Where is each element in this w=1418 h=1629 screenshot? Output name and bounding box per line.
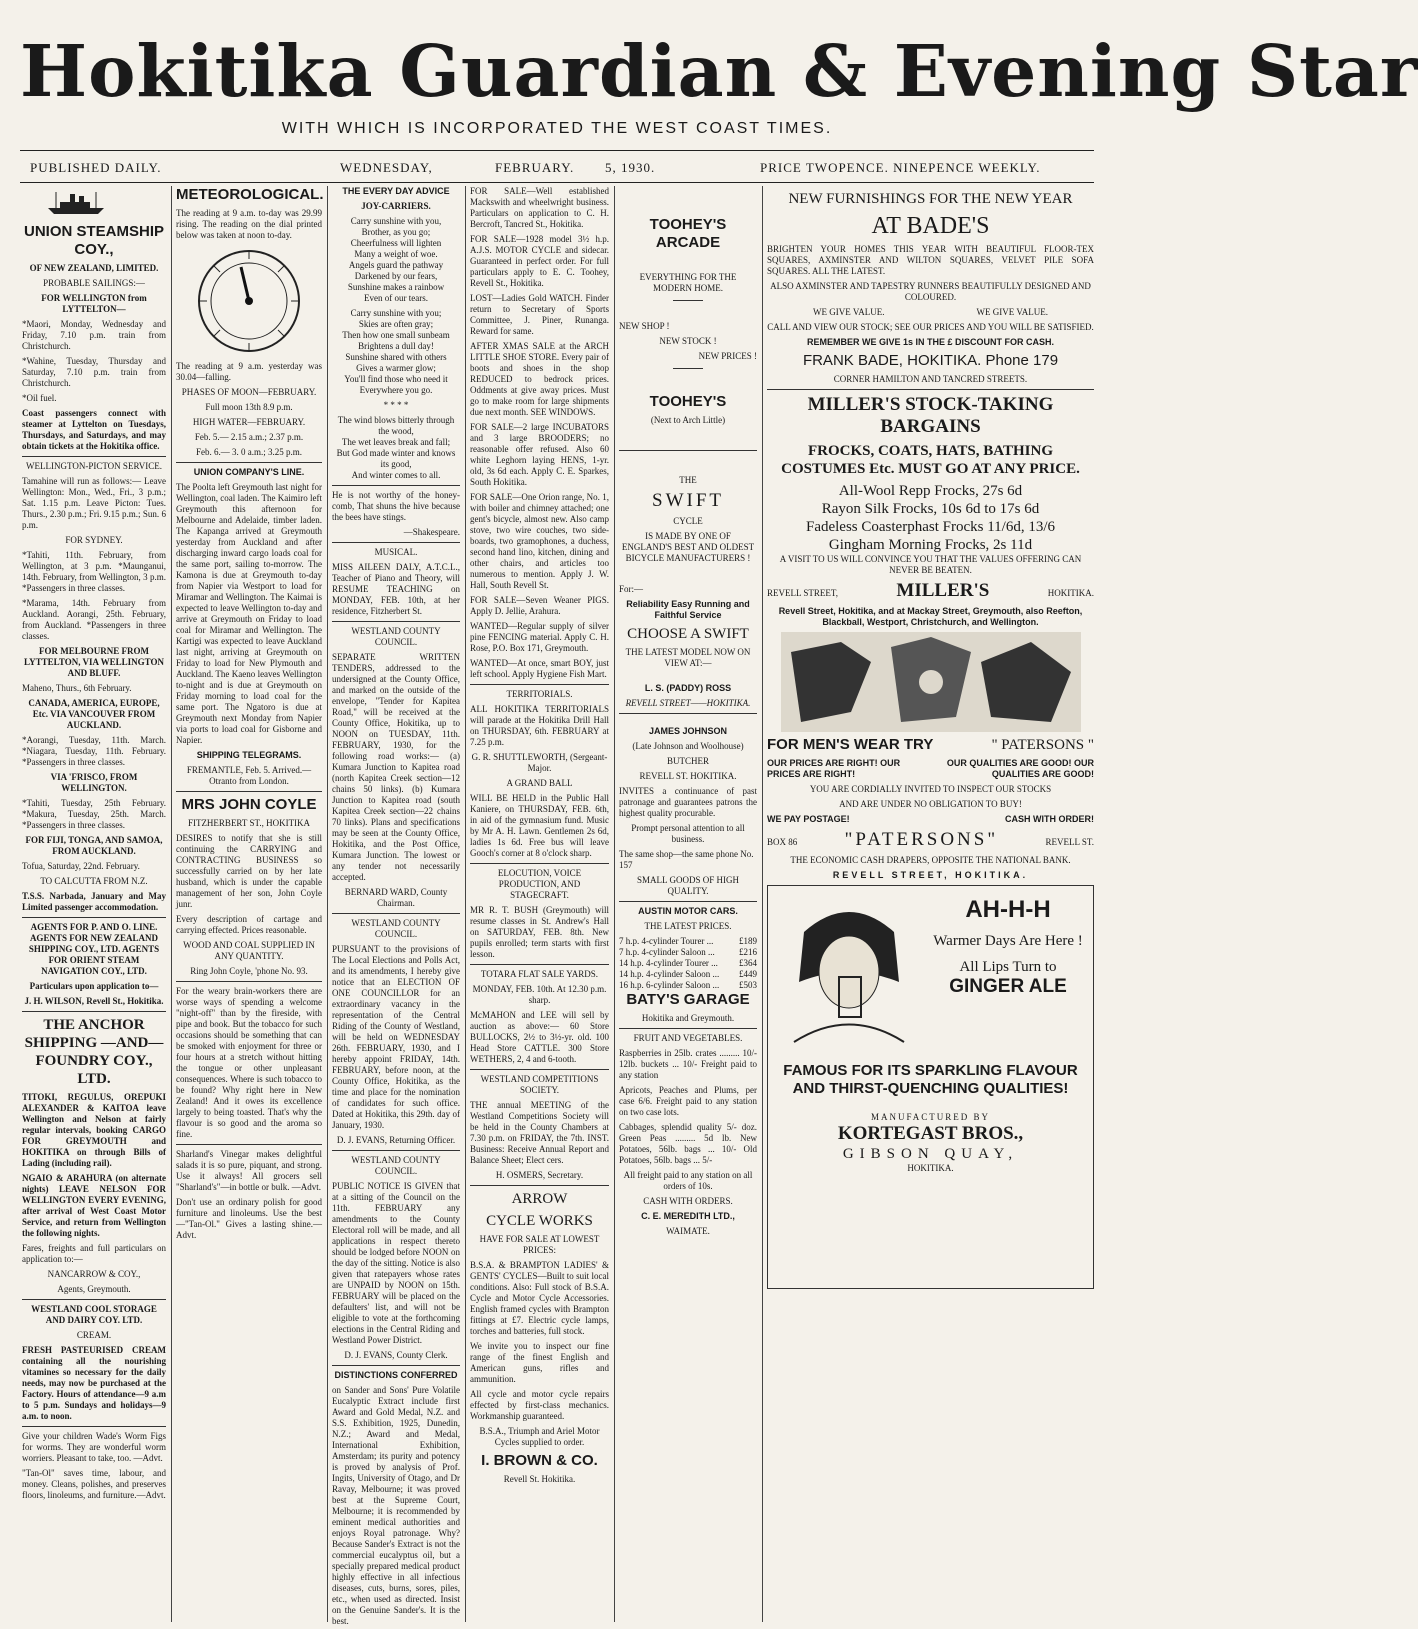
- competitions-sign: H. OSMERS, Secretary.: [495, 1170, 584, 1180]
- coolstore-name: WESTLAND COOL STORAGE AND DAIRY COY. LTD.: [31, 1304, 157, 1325]
- ball-head: A GRAND BALL: [506, 778, 573, 788]
- car-price-row: [619, 969, 757, 980]
- cash-orders: CASH WITH ORDERS.: [643, 1196, 733, 1206]
- poem-line: Then how one small sunbeam: [342, 330, 450, 340]
- meteorological-head: METEOROLOGICAL.: [176, 186, 324, 203]
- elocution-head: ELOCUTION, VOICE PRODUCTION, AND STAGECRAFT.: [497, 868, 582, 900]
- steamship-icon: [46, 190, 106, 216]
- ngaio-ad: NGAIO & ARAHURA (on alternate nights) LEAVE NELSON FOR WELLINGTON EVERY EVENING, after arrival of West Coast Motor Service, and return from Wellington the following nights.: [22, 1173, 166, 1238]
- bade-headline: NEW FURNISHINGS FOR THE NEW YEAR: [788, 191, 1073, 207]
- dateline-price: PRICE TWOPENCE. NINEPENCE WEEKLY.: [760, 160, 1041, 175]
- territorials-sign: G. R. SHUTTLEWORTH, (Sergeant-Major.: [471, 752, 608, 773]
- coyle-head: MRS JOHN COYLE: [181, 796, 317, 813]
- divider: [470, 863, 609, 864]
- header-rule-bottom: [20, 182, 1094, 183]
- column-rule: [465, 186, 466, 1622]
- advice-head: THE EVERY DAY ADVICE: [342, 186, 450, 196]
- picton-body: Tamahine will run as follows:— Leave Wellington: Mon., Wed., Fri., 3 p.m.; Sat. 1.15 p.m. Leave Picton: Tues. Thurs., 2.30 p.m.; Fri. 9.15 p.m.; Sun. 6 p.m.: [22, 476, 166, 530]
- coyle-body-2: Every description of cartage and carrying effected. Prices reasonable.: [176, 914, 322, 935]
- arcade-sub: EVERYTHING FOR THE MODERN HOME.: [639, 272, 737, 293]
- brown-name: I. BROWN & CO.: [481, 1452, 598, 1469]
- council-2-head: WESTLAND COUNTY COUNCIL.: [351, 918, 441, 939]
- melbourne-head: FOR MELBOURNE FROM LYTTELTON, VIA WELLINGTON AND BLUFF.: [24, 646, 164, 678]
- patersons-row: [767, 736, 1094, 754]
- miller-name: MILLER'S: [896, 580, 990, 601]
- garage-name: BATY'S GARAGE: [626, 991, 750, 1008]
- sharland-ad: Sharland's Vinegar makes delightful salads it is so pure, piquant, and strong. Use it always! All grocers sell "Sharland's"—in bottle or bulk. —Advt.: [176, 1149, 322, 1192]
- coyle-sub: FITZHERBERT ST., HOKITIKA: [187, 818, 311, 828]
- poem-line: And winter comes to all.: [351, 470, 441, 480]
- union-line-head: UNION COMPANY'S LINE.: [193, 467, 305, 477]
- car-price-row: [619, 980, 757, 991]
- bade-value-2: WE GIVE VALUE.: [976, 307, 1048, 317]
- car-price: £449: [739, 969, 757, 979]
- sale-range: FOR SALE—One Orion range, No. 1, with boiler and chimney attached; one gent's bicycle, almost new. Also camp stove, two wire couches, two side-boards, two gramophones, a duchess, second hand lino, kitchen, dining and other chairs, and articles too numerous to mention. Apply J. W. Hall, South Revell St.: [470, 492, 609, 590]
- maori-sailing: *Maori, Monday, Wednesday and Friday, 7.10 p.m. train from Christchurch.: [22, 319, 166, 351]
- divider: [332, 913, 460, 914]
- poem-line: Sunshine shared with others: [345, 352, 447, 362]
- canada-body: *Aorangi, Tuesday, 11th. March. *Niagara, Tuesday, 11th. February. *Passengers in three classes.: [22, 735, 166, 767]
- ginger-ale-lips: All Lips Turn to: [959, 959, 1057, 975]
- particulars: Particulars upon application to—: [29, 981, 159, 991]
- poem-line: Many a weight of woe.: [354, 249, 438, 259]
- sale-business: FOR SALE—Well established Mackswith and wheelwright business. Particulars on application to C. H. Bercroft, Tancred St., Hokitika.: [470, 186, 609, 229]
- arcade-title: TOOHEY'S ARCADE: [649, 216, 727, 251]
- arrow-body-4: B.S.A., Triumph and Ariel Motor Cycles supplied to order.: [479, 1426, 600, 1447]
- nancarrow-sub: Agents, Greymouth.: [57, 1284, 131, 1294]
- meredith-name: C. E. MEREDITH LTD.,: [641, 1211, 735, 1221]
- wellington-head: FOR WELLINGTON from LYTTELTON—: [41, 293, 147, 314]
- oil-fuel-note: *Oil fuel.: [22, 393, 57, 403]
- arrow-sub: HAVE FOR SALE AT LOWEST PRICES:: [479, 1234, 600, 1255]
- patersons-claims: [767, 758, 1094, 780]
- shipping-telegrams-body: FREMANTLE, Feb. 5. Arrived.—Otranto from London.: [186, 765, 312, 786]
- ginger-ale-copy: [928, 896, 1088, 998]
- dateline: [30, 160, 1090, 180]
- xmas-sale: AFTER XMAS SALE at the ARCH LITTLE SHOE STORE. Every pair of boots and shoes in the shop REDUCED to bedrock prices. Oddments at give away prices. Must go to make room for large shipments due next month. SEE WINDOWS.: [470, 341, 609, 417]
- divider: [332, 1365, 460, 1366]
- picton-head: WELLINGTON-PICTON SERVICE.: [26, 461, 162, 471]
- fiji-body: Tofua, Saturday, 22nd. February.: [22, 861, 140, 871]
- divider: [673, 300, 703, 301]
- stars-divider: * * * *: [383, 400, 409, 410]
- ross-name: L. S. (PADDY) ROSS: [644, 683, 732, 693]
- poem-line: Angels guard the pathway: [348, 260, 444, 270]
- poem-line: Skies are often gray;: [358, 319, 434, 329]
- marama-body: *Marama, 14th. February from Auckland. Aorangi, 25th. February, from Auckland. *Passengers in three classes.: [22, 598, 166, 641]
- patersons-right: OUR PRICES ARE RIGHT! OUR PRICES ARE RIGHT!: [767, 758, 901, 779]
- probable-sailings: PROBABLE SAILINGS:—: [43, 278, 145, 288]
- johnson-body: INVITES a continuance of past patronage and guarantees patrons the highest quality procurable.: [619, 786, 757, 818]
- bade-body-2: ALSO AXMINSTER AND TAPESTRY RUNNERS BEAUTIFULLY DESIGNED AND COLOURED.: [770, 281, 1091, 302]
- tenders-body: SEPARATE WRITTEN TENDERS, addressed to the undersigned at the County Office, and marked on the outside of the envelope, "Tender for Kapitea Road," will be received at the County Office, Hokitika, up to NOON on TUESDAY, 11th. FEBRUARY, 1930, for the following road works:— (a) Kumara Junction to Kapitea road (north Kapitea Creek section—12 chains 50 links). (b) Kumara Junction to Kapitea road (south Kapitea Creek section—22 chains 70 links). Plans and specifications may be seen at the County Office, Hokitika, and the Post Office, Kumara Junction. The lowest or any tender not necessarily accepted.: [332, 652, 460, 882]
- swift-for: For:—: [619, 584, 644, 594]
- divider: [332, 621, 460, 622]
- poem-stanza-1: [332, 216, 460, 304]
- bade-value-1: WE GIVE VALUE.: [813, 307, 885, 317]
- dateline-day-year: 5, 1930.: [605, 160, 656, 175]
- bade-corner: CORNER HAMILTON AND TANCRED STREETS.: [833, 374, 1028, 384]
- patersons-postage: WE PAY POSTAGE!: [767, 814, 850, 824]
- council-head: WESTLAND COUNTY COUNCIL.: [351, 626, 441, 647]
- cream-body: FRESH PASTEURISED CREAM containing all the nourishing vitamines so necessary for the daily needs, may now be purchased at the Factory. Hours of attendance—9 a.m to 5 p.m. Sundays and holidays—9 a.m. to noon.: [22, 1345, 166, 1421]
- poem-line: Brother, as you go;: [361, 227, 431, 237]
- water-head: HIGH WATER—FEBRUARY.: [192, 417, 306, 427]
- arrow-body: B.S.A. & BRAMPTON LADIES' & GENTS' CYCLES—Built to suit local conditions. Also: Full stock of B.S.A. Cycle and Motor Cycle Accessories. English framed cycles with Brampton fittings at £7. Electric cycle lamps, torches and batteries, full stock.: [470, 1260, 609, 1336]
- totara-head: TOTARA FLAT SALE YARDS.: [480, 969, 599, 979]
- ginger-ale-ad: [767, 885, 1094, 1289]
- tobacco-article: For the weary brain-workers there are worse ways of spending a welcome "night-off" than by the fireside, with pipe and book. But the tobacco for such occasions should be something that can be smoked with enjoyment for three or four hours at a stretch without hitting the tongue or other unpleasant consequences. Where is such tobacco to be found? Why right here in New Zealand! And it owes its excellence largely to being toasted. That's why the flavour is so good and the aroma so fine.: [176, 986, 322, 1139]
- fruit-body-2: Apricots, Peaches and Plums, per case 6/6. Freight paid to any station on two case lots.: [619, 1085, 757, 1117]
- barometer-dial: [193, 245, 305, 357]
- notice-sign: D. J. EVANS, County Clerk.: [344, 1350, 448, 1360]
- territorials-head: TERRITORIALS.: [506, 689, 573, 699]
- meredith-town: WAIMATE.: [666, 1226, 710, 1236]
- poem-line: But God made winter and knows its good,: [336, 448, 456, 469]
- poem-stanza-2: [332, 308, 460, 396]
- column-meteorological: [176, 186, 322, 1622]
- miller-offer: Rayon Silk Frocks, 10s 6d to 17s 6d: [821, 501, 1040, 517]
- dateline-published: PUBLISHED DAILY.: [30, 160, 162, 175]
- miller-frocks: FROCKS, COATS, HATS, BATHING COSTUMES Etc. MUST GO AT ANY PRICE.: [781, 443, 1080, 477]
- divider: [673, 368, 703, 369]
- divider: [619, 713, 757, 714]
- car-price: £364: [739, 958, 757, 968]
- patersons-mens: FOR MEN'S WEAR TRY: [767, 736, 934, 753]
- column-classifieds: [470, 186, 609, 1622]
- council-3-head: WESTLAND COUNTY COUNCIL.: [351, 1155, 441, 1176]
- miller-hokitika: HOKITIKA.: [1047, 588, 1094, 598]
- ginger-ale-ahhh: AH-H-H: [965, 896, 1051, 923]
- toohey-title: TOOHEY'S: [649, 393, 727, 410]
- patersons-postage-row: [767, 814, 1094, 825]
- car-model: 7 h.p. 4-cylinder Saloon ...: [619, 947, 715, 957]
- fruit-body-4: All freight paid to any station on all orders of 10s.: [623, 1170, 753, 1191]
- miller-offer: Gingham Morning Frocks, 2s 11d: [828, 537, 1033, 553]
- woman-drinking-illustration: [774, 892, 924, 1052]
- ginger-ale-warmer: Warmer Days Are Here !: [933, 933, 1083, 949]
- car-price: £503: [739, 980, 757, 990]
- choose-body: THE LATEST MODEL NOW ON VIEW AT:—: [625, 647, 751, 668]
- divider: [470, 964, 609, 965]
- swift-the: THE: [679, 475, 697, 485]
- car-price-list: [619, 936, 757, 991]
- bade-discount: REMEMBER WE GIVE 1s IN THE £ DISCOUNT FOR CASH.: [806, 337, 1055, 347]
- poem-line: The wet leaves break and fall;: [341, 437, 451, 447]
- varnish-ad: Don't use an ordinary polish for good furniture and linoleums. Use the best —"Tan-Ol." Gives a lasting shine.—Advt.: [176, 1197, 322, 1240]
- patersons-big: "PATERSONS": [844, 829, 999, 850]
- sydney-head: FOR SYDNEY.: [65, 535, 123, 545]
- poem-line: Carry sunshine with you,: [350, 216, 442, 226]
- competitions-head: WESTLAND COMPETITIONS SOCIETY.: [480, 1074, 599, 1095]
- wood-head: WOOD AND COAL SUPPLIED IN ANY QUANTITY.: [183, 940, 315, 961]
- divider: [22, 456, 166, 457]
- johnson-body-2: Prompt personal attention to all business.: [631, 823, 745, 844]
- divider: [332, 485, 460, 486]
- arrow-body-3: All cycle and motor cycle repairs effected by first-class mechanics. Workmanship guaranteed.: [470, 1389, 609, 1421]
- anchor-company: THE ANCHOR SHIPPING —AND— FOUNDRY COY., LTD.: [24, 1017, 164, 1087]
- poem-stanza-3: [332, 415, 460, 481]
- kortegast-gibson: GIBSON QUAY,: [842, 1146, 1019, 1162]
- column-rule: [171, 186, 172, 1622]
- agents-list: AGENTS FOR P. AND O. LINE. AGENTS FOR NEW ZEALAND SHIPPING COY., LTD. AGENTS FOR ORIENT STEAM NAVIGATION COY., LTD.: [28, 922, 160, 976]
- miller-headline: MILLER'S STOCK-TAKING BARGAINS: [807, 394, 1054, 437]
- poem-line: Even of our tears.: [364, 293, 428, 303]
- divider: [470, 1185, 609, 1186]
- johnson-body-3: The same shop—the same phone No. 157: [619, 849, 754, 870]
- swift-cycle: CYCLE: [673, 516, 703, 526]
- car-model: 16 h.p. 6-cylinder Saloon ...: [619, 980, 720, 990]
- coast-passengers: Coast passengers connect with steamer at Lyttelton on Tuesdays, Thursdays, and Saturdays, and may obtain tickets at the Hokitika office.: [22, 408, 166, 451]
- divider: [22, 1426, 166, 1427]
- divider: [470, 1069, 609, 1070]
- titoki-ad: TITOKI, REGULUS, OREPUKI ALEXANDER & KAITOA leave Wellington and Nelson at fairly regular intervals, booking CARGO FOR GREYMOUTH and HOKITIKA on through Bills of Lading (including rail).: [22, 1092, 166, 1168]
- patersons-cash-drapers: THE ECONOMIC CASH DRAPERS, OPPOSITE THE NATIONAL BANK.: [790, 855, 1071, 865]
- territorials-body: ALL HOKITIKA TERRITORIALS will parade at the Hokitika Drill Hall on THURSDAY, 6th. FEBRUARY at 7.25 p.m.: [470, 704, 609, 747]
- car-price-row: [619, 947, 757, 958]
- sale-motorcycle: FOR SALE—1928 model 3½ h.p. A.J.S. MOTOR CYCLE and sidecar. Guaranteed in perfect order. For full particulars apply to E. C. Toohey, Revell St., Hokitika.: [470, 234, 609, 288]
- patersons-invite: YOU ARE CORDIALLY INVITED TO INSPECT OUR STOCKS: [809, 784, 1052, 794]
- dateline-month: FEBRUARY.: [495, 160, 575, 175]
- divider: [332, 1150, 460, 1151]
- latest-prices: THE LATEST PRICES.: [644, 921, 732, 931]
- ross-address: REVELL STREET——HOKITIKA.: [625, 698, 751, 708]
- small-goods: SMALL GOODS OF HIGH QUALITY.: [637, 875, 739, 896]
- quote-text: He is not worthy of the honey-comb, That shuns the hive because the bees have stings.: [332, 490, 460, 522]
- sale-incubators: FOR SALE—2 large INCUBATORS and 3 large BROODERS; no reasonable offer refused. Also 60 white Leghorn laying HENS, 1-yr. old, 3s 6d each. Apply C. E. Sparkes, South Hokitika.: [470, 422, 609, 487]
- sale-pigs: FOR SALE—Seven Weaner PIGS. Apply D. Jellie, Arahura.: [470, 595, 609, 616]
- fruit-body: Raspberries in 25lb. crates ......... 10/- 12lb. buckets ... 10/- Freight paid to any station: [619, 1048, 757, 1080]
- poem-line: Brightens a dull day!: [358, 341, 434, 351]
- notice-body: PUBLIC NOTICE IS GIVEN that at a sitting of the Council on the 11th. FEBRUARY any amendments to the County Electoral roll will be made, and all applications in respect thereto should be lodged before NOON on the day of the sitting. Notice is also given that ratepayers whose rates are UNPAID by NOON on 15th. FEBRUARY will be placed on the defaulters' list, and will not be eligible to vote at the forthcoming elections in the Central Riding and Westland Power District.: [332, 1181, 460, 1345]
- union-company-name: UNION STEAMSHIP COY.,: [23, 223, 164, 258]
- musical-body: MISS AILEEN DALY, A.T.C.L., Teacher of Piano and Theory, will RESUME TEACHING on MONDAY, FEB. 10th, at her residence, Fitzherbert St.: [332, 562, 460, 616]
- fares-note: Fares, freights and full particulars on application to:—: [22, 1243, 166, 1264]
- car-price: £189: [739, 936, 757, 946]
- bade-name: FRANK BADE, HOKITIKA. Phone 179: [802, 352, 1059, 369]
- column-rule: [614, 186, 615, 1622]
- wood-body: Ring John Coyle, 'phone No. 93.: [190, 966, 308, 976]
- miller-visit: A VISIT TO US WILL CONVINCE YOU THAT THE VALUES OFFERING CAN NEVER BE BEATEN.: [779, 554, 1082, 575]
- patersons-good: OUR QUALITIES ARE GOOD! OUR QUALITIES ARE GOOD!: [946, 758, 1094, 779]
- johnson-butcher: BUTCHER: [666, 756, 709, 766]
- melbourne-body: Maheno, Thurs., 6th February.: [22, 683, 132, 693]
- moon-row: Full moon 13th 8.9 p.m.: [205, 402, 293, 412]
- patersons-street: REVELL STREET, HOKITIKA.: [832, 870, 1029, 880]
- divider: [176, 1144, 322, 1145]
- patersons-cash: CASH WITH ORDER!: [1005, 814, 1094, 824]
- meteorological-body: The reading at 9 a.m. to-day was 29.99 rising. The reading on the dial printed below was taken at noon to-day.: [176, 208, 322, 240]
- lost-watch: LOST—Ladies Gold WATCH. Finder return to Secretary of Sports Committee, J. Piner, Runanga. Reward for same.: [470, 293, 609, 336]
- miller-offer: All-Wool Repp Frocks, 27s 6d: [838, 483, 1023, 499]
- brown-address: Revell St. Hokitika.: [503, 1474, 576, 1484]
- water-row-1: Feb. 5.— 2.15 a.m.; 2.37 p.m.: [194, 432, 304, 442]
- bade-at: AT BADE'S: [871, 213, 990, 239]
- column-rule: [762, 186, 763, 1622]
- masthead-subtitle: WITH WHICH IS INCORPORATED THE WEST COAST TIMES.: [281, 120, 833, 137]
- new-shop: NEW SHOP !: [619, 321, 670, 331]
- divider: [470, 684, 609, 685]
- election-sign: D. J. EVANS, Returning Officer.: [336, 1135, 456, 1145]
- garage-sub: Hokitika and Greymouth.: [641, 1013, 735, 1023]
- car-model: 7 h.p. 4-cylinder Tourer ...: [619, 936, 714, 946]
- johnson-address: REVELL ST. HOKITIKA.: [639, 771, 737, 781]
- swift-title: SWIFT: [652, 490, 724, 511]
- kortegast-name: KORTEGAST BROS.,: [837, 1123, 1024, 1144]
- divider: [176, 462, 322, 463]
- nancarrow-name: NANCARROW & COY.,: [47, 1269, 141, 1279]
- austin-head: AUSTIN MOTOR CARS.: [638, 906, 738, 916]
- calcutta-body: T.S.S. Narbada, January and May Limited passenger accommodation.: [22, 891, 166, 912]
- poem-line: Carry sunshine with you;: [350, 308, 442, 318]
- wahine-sailing: *Wahine, Tuesday, Thursday and Saturday, 7.10 p.m. train from Christchurch.: [22, 356, 166, 388]
- poem-line: Darkened by our fears,: [354, 271, 438, 281]
- miller-offers: [767, 482, 1094, 554]
- divider: [619, 450, 757, 451]
- fiji-head: FOR FIJI, TONGA, AND SAMOA, FROM AUCKLAND.: [25, 835, 163, 856]
- moon-head: PHASES OF MOON—FEBRUARY.: [181, 387, 317, 397]
- new-prices: NEW PRICES !: [698, 351, 757, 361]
- tanol-ad: "Tan-Ol" saves time, labour, and money. Cleans, polishes, and preserves floors, linoleums, and furniture.—Advt.: [22, 1468, 166, 1500]
- swift-body: IS MADE BY ONE OF ENGLAND'S BEST AND OLDEST BICYCLE MANUFACTURERS !: [621, 531, 755, 563]
- divider: [332, 542, 460, 543]
- poem-line: You'll find those who need it: [344, 374, 448, 384]
- musical-head: MUSICAL.: [374, 547, 418, 557]
- sydney-body: *Tahiti, 11th. February, from Wellington, at 3 p.m. *Maunganui, 14th. February, from Wellington, 3 p.m. *Passengers in three classes.: [22, 550, 166, 593]
- choose-swift: CHOOSE A SWIFT: [627, 626, 749, 642]
- poem-line: Gives a warmer glow;: [356, 363, 436, 373]
- totara-body: McMAHON and LEE will sell by auction as above:— 60 Store BULLOCKS, 2½ to 3½-yr. old. 100 Head Store CATTLE. 300 Store WETHERS, 2, 4 and 6-tooth.: [470, 1010, 609, 1064]
- car-price-row: [619, 936, 757, 947]
- new-stock: NEW STOCK !: [659, 336, 717, 346]
- masthead-title: Hokitika Guardian & Evening Star: [20, 29, 1418, 113]
- divider: [619, 1028, 757, 1029]
- kortegast-town: HOKITIKA.: [907, 1163, 954, 1173]
- patersons-revell: REVELL ST.: [1045, 837, 1094, 847]
- quote-author: —Shakespeare.: [403, 527, 460, 537]
- wanted-fencing: WANTED—Regular supply of silver pine FENCING material. Apply C. H. Rose, P.O. Box 171, Greymouth.: [470, 621, 609, 653]
- patersons-obligation: AND ARE UNDER NO OBLIGATION TO BUY!: [839, 799, 1022, 809]
- bade-body-3: CALL AND VIEW OUR STOCK; SEE OUR PRICES AND YOU WILL BE SATISFIED.: [767, 322, 1094, 332]
- column-rule: [327, 186, 328, 1622]
- menswear-illustration: [781, 632, 1081, 732]
- divider: [619, 901, 757, 902]
- johnson-name: JAMES JOHNSON: [648, 726, 728, 736]
- poem-line: The wind blows bitterly through the wood,: [337, 415, 455, 436]
- divider: [22, 1011, 166, 1012]
- frisco-body: *Tahiti, Tuesday, 25th February. *Makura, Tuesday, 25th. March. *Passengers in three classes.: [22, 798, 166, 830]
- swift-features: Reliability Easy Running and Faithful Service: [626, 599, 750, 620]
- arrow-head: ARROW: [511, 1191, 568, 1207]
- poem-line: Everywhere you go.: [359, 385, 433, 395]
- frisco-head: VIA 'FRISCO, FROM WELLINGTON.: [50, 772, 138, 793]
- patersons-box-row: [767, 829, 1094, 851]
- ginger-ale-footer: [774, 1062, 1087, 1174]
- ginger-ale-manufactured: MANUFACTURED BY: [870, 1112, 991, 1122]
- column-shops: [619, 186, 757, 1622]
- ball-body: WILL BE HELD in the Public Hall Kaniere, on THURSDAY, FEB. 6th, in aid of the gymnasium fund. Music by Mr A. H. Lawn. Gentlemen 2s 6d, ladies 1s 6d. Free bus will leave Gooch's corner at 8 o'clock sharp.: [470, 793, 609, 858]
- shipping-telegrams-head: SHIPPING TELEGRAMS.: [196, 750, 302, 760]
- fruit-head: FRUIT AND VEGETABLES.: [633, 1033, 743, 1043]
- tenders-sign: BERNARD WARD, County Chairman.: [344, 887, 448, 908]
- bade-body: BRIGHTEN YOUR HOMES THIS YEAR WITH BEAUTIFUL FLOOR-TEX SQUARES, AXMINSTER AND WILTON SQUARES, VELVET PILE SOFA SQUARES. ALL THE LATEST.: [767, 244, 1094, 276]
- union-company-sub: OF NEW ZEALAND, LIMITED.: [29, 263, 159, 273]
- divider: [22, 917, 166, 918]
- car-price: £216: [739, 947, 757, 957]
- fruit-body-3: Cabbages, splendid quality 5/- doz. Green Peas ......... 5d lb. New Potatoes, 56lb. bags ... 10/- Old Potatoes, 56lb. bags ... 5/-: [619, 1122, 757, 1165]
- totara-date: MONDAY, FEB. 10th. At 12.30 p.m. sharp.: [472, 984, 607, 1005]
- wilson-address: J. H. WILSON, Revell St., Hokitika.: [24, 996, 164, 1006]
- wanted-boy: WANTED—At once, smart BOY, just left school. Apply Hygiene Fish Mart.: [470, 658, 609, 679]
- ginger-ale-famous: FAMOUS FOR ITS SPARKLING FLAVOUR AND THIRST-QUENCHING QUALITIES!: [783, 1062, 1078, 1097]
- miller-name-row: [767, 580, 1094, 602]
- car-model: 14 h.p. 4-cylinder Saloon ...: [619, 969, 720, 979]
- distinctions-body: on Sander and Sons' Pure Volatile Eucalyptic Extract include first Award and Gold Medal, N.Z. and S.S. Exhibition, 1925, Dunedin, N.Z.; Award and Medal, International Exhibition, Amsterdam; its purity and potency is proved by analysis of Prof. Ingits, University of Otago, and Dr Ravay, Melbourne; it was proved best at the Supreme Court, Melbourne; it is recommended by eminent medical authorities and enjoys Royal patronage. Why? Because Sander's Extract is not the commercial eucalyptus oil, but a specially prepared medical product highly effective in all infectious diseases, cuts, burns, sores, piles, etc., when used as directed. Insist on the Genuine Sander's. It is the best.: [332, 1385, 460, 1626]
- miller-branches: Revell Street, Hokitika, and at Mackay Street, Greymouth, also Reefton, Blackball, Westport, Christchurch, and Wellington.: [778, 606, 1083, 627]
- poem-line: Sunshine makes a rainbow: [347, 282, 445, 292]
- column-shipping: [22, 186, 166, 1622]
- car-price-row: [619, 958, 757, 969]
- distinctions-head: DISTINCTIONS CONFERRED: [334, 1370, 458, 1380]
- meteorological-yesterday: The reading at 9 a.m. yesterday was 30.04—falling.: [176, 361, 322, 382]
- patersons-quote: " PATERSONS ": [991, 737, 1094, 753]
- wade-ad: Give your children Wade's Worm Figs for worms. They are wonderful worm worriers. Pleasant to take, too. —Advt.: [22, 1431, 166, 1463]
- miller-revell: REVELL STREET,: [767, 588, 838, 598]
- divider: [767, 389, 1094, 390]
- dateline-weekday: WEDNESDAY,: [340, 160, 433, 175]
- divider: [176, 981, 322, 982]
- poem-line: Cheerfulness will lighten: [350, 238, 442, 248]
- election-body: PURSUANT to the provisions of The Local Elections and Polls Act, and its amendments, I hereby give notice that an ELECTION OF ONE COUNCILLOR for an extraordinary vacancy in the representation of the Central Riding of the County of Westland, will be held on WEDNESDAY 26th. FEBRUARY, 1930, and I hereby appoint FRIDAY, 14th. FEBRUARY, before noon, at the County Office, Hokitika, as the time and place for the nomination of candidates for such office. Dated at Hokitika, this 29th. day of January, 1930.: [332, 944, 460, 1130]
- toohey-sub: (Next to Arch Little): [650, 415, 726, 425]
- divider: [176, 791, 322, 792]
- header-rule-top: [20, 150, 1094, 151]
- advice-sub: JOY-CARRIERS.: [361, 201, 431, 211]
- column-display-ads: [767, 186, 1094, 1622]
- patersons-box: BOX 86: [767, 837, 798, 847]
- elocution-body: MR R. T. BUSH (Greymouth) will resume classes in St. Andrew's Hall on SATURDAY, FEB. 8th. New pupils enrolled; term starts with first lesson.: [470, 905, 609, 959]
- coyle-body: DESIRES to notify that she is still continuing the CARRYING and CONTRACTING BUSINESS so successfully carried on by her late husband, which is under the capable management of her son, John Coyle junr.: [176, 833, 322, 909]
- arrow-head-2: CYCLE WORKS: [486, 1213, 593, 1229]
- union-line-body: The Poolta left Greymouth last night for Wellington, coal laden. The Kaimiro left Greymouth this afternoon for Melbourne and Adelaide, timber laden. The Kapanga arrived at Greymouth yesterday from Auckland and after discharging inward cargo loads coal for the same port, sailing to-morrow. The Kamona is due at Greymouth to-day from Napier via Westport to load for Miramar and Wellington. The Kaimai is expected to leave Wellington to-day and arrive at Greymouth on Friday to load coal for Miramar and Wellington. The Kartigi was expected to leave Auckland last night, arriving at Greymouth on Friday to load for New Plymouth and Auckland. The Kaeno leaves Wellington to-night and is due at Greymouth on Friday morning to load coal for the same port. The Ngatoro is due at Greymouth next Monday from Napier via ports to load coal for Gisborne and Napier.: [176, 482, 322, 745]
- bade-value-row: [767, 307, 1094, 318]
- arrow-body-2: We invite you to inspect our fine range of the finest English and American guns, rifles and ammunition.: [470, 1341, 609, 1384]
- column-advice: [332, 186, 460, 1626]
- miller-offer: Fadeless Coasterphast Frocks 11/6d, 13/6: [805, 519, 1055, 535]
- canada-head: CANADA, AMERICA, EUROPE, Etc. VIA VANCOUVER FROM AUCKLAND.: [28, 698, 160, 730]
- calcutta-head: TO CALCUTTA FROM N.Z.: [40, 876, 148, 886]
- ginger-ale-name: GINGER ALE: [949, 976, 1067, 997]
- water-row-2: Feb. 6.— 3. 0 a.m.; 3.25 p.m.: [196, 447, 302, 457]
- cream-head: CREAM.: [76, 1330, 112, 1340]
- johnson-sub: (Late Johnson and Woolhouse): [632, 741, 744, 751]
- divider: [22, 1299, 166, 1300]
- competitions-body: THE annual MEETING of the Westland Competitions Society will be held in the County Chambers at 7.30 p.m. on FRIDAY, the 7th. INST. Business: Receive Annual Report and Balance Sheet; Elect cers.: [470, 1100, 609, 1165]
- car-model: 14 h.p. 4-cylinder Tourer ...: [619, 958, 718, 968]
